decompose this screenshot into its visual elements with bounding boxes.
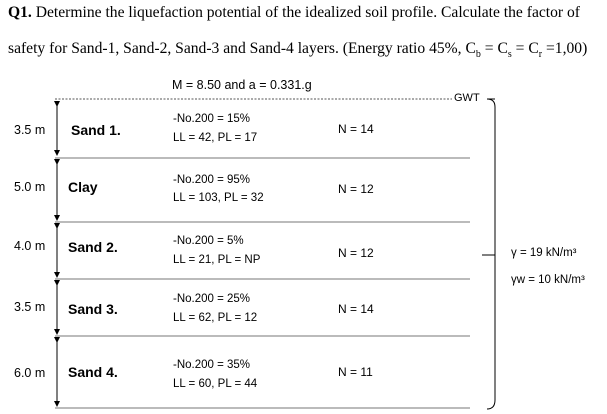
- layer-limits: LL = 21, PL = NP: [173, 254, 261, 266]
- layer-name: Sand 2.: [68, 239, 118, 255]
- question-number: Q1.: [8, 4, 32, 21]
- layer-spt: N = 12: [338, 182, 374, 196]
- layer-spt: N = 12: [338, 246, 374, 260]
- subscript-s: s: [507, 49, 512, 61]
- layer-fines: -No.200 = 35%: [173, 359, 251, 371]
- layer-thickness: 3.5 m: [14, 300, 46, 314]
- layer-fines: -No.200 = 25%: [173, 293, 251, 305]
- unit-weight-label: γ = 19 kN/m³: [511, 247, 577, 259]
- subscript-r: r: [538, 49, 543, 61]
- layer-spt: N = 11: [338, 365, 373, 379]
- layer-name: Sand 4.: [68, 364, 118, 380]
- layer-thickness: 5.0 m: [14, 180, 46, 194]
- layer-fines: -No.200 = 95%: [173, 174, 251, 186]
- layer-name: Sand 1.: [71, 122, 121, 138]
- question-eq-2: = C: [511, 40, 539, 57]
- earthquake-label: M = 8.50 and a = 0.331.g: [172, 78, 312, 92]
- layer-limits: LL = 42, PL = 17: [173, 132, 258, 144]
- layer-thickness: 4.0 m: [14, 239, 46, 253]
- layer-thickness: 6.0 m: [14, 366, 46, 380]
- question-text-2: safety for Sand-1, Sand-2, Sand-3 and Sand-4 layers. (Energy ratio 45%, C: [8, 40, 476, 57]
- right-bracket: [487, 99, 495, 409]
- layer-limits: LL = 103, PL = 32: [173, 192, 264, 204]
- layer-fines: -No.200 = 15%: [173, 113, 251, 125]
- layer-fines: -No.200 = 5%: [173, 235, 244, 247]
- layer-name: Sand 3.: [68, 301, 118, 317]
- layer-limits: LL = 62, PL = 12: [173, 312, 258, 324]
- layer-limits: LL = 60, PL = 44: [173, 378, 258, 390]
- layer-name: Clay: [68, 179, 98, 195]
- question-eq-1: = C: [480, 40, 508, 57]
- gwt-label: GWT: [454, 92, 480, 104]
- layer-spt: N = 14: [338, 302, 374, 316]
- layer-thickness: 3.5 m: [14, 123, 46, 137]
- subscript-b: b: [475, 49, 481, 61]
- layer-spt: N = 14: [338, 122, 374, 136]
- water-unit-weight-label: γw = 10 kN/m³: [511, 274, 585, 286]
- question-end: =1,00): [542, 40, 588, 57]
- question-text-1: Determine the liquefaction potential of the idealized soil profile. Calculate the factor of: [35, 4, 581, 21]
